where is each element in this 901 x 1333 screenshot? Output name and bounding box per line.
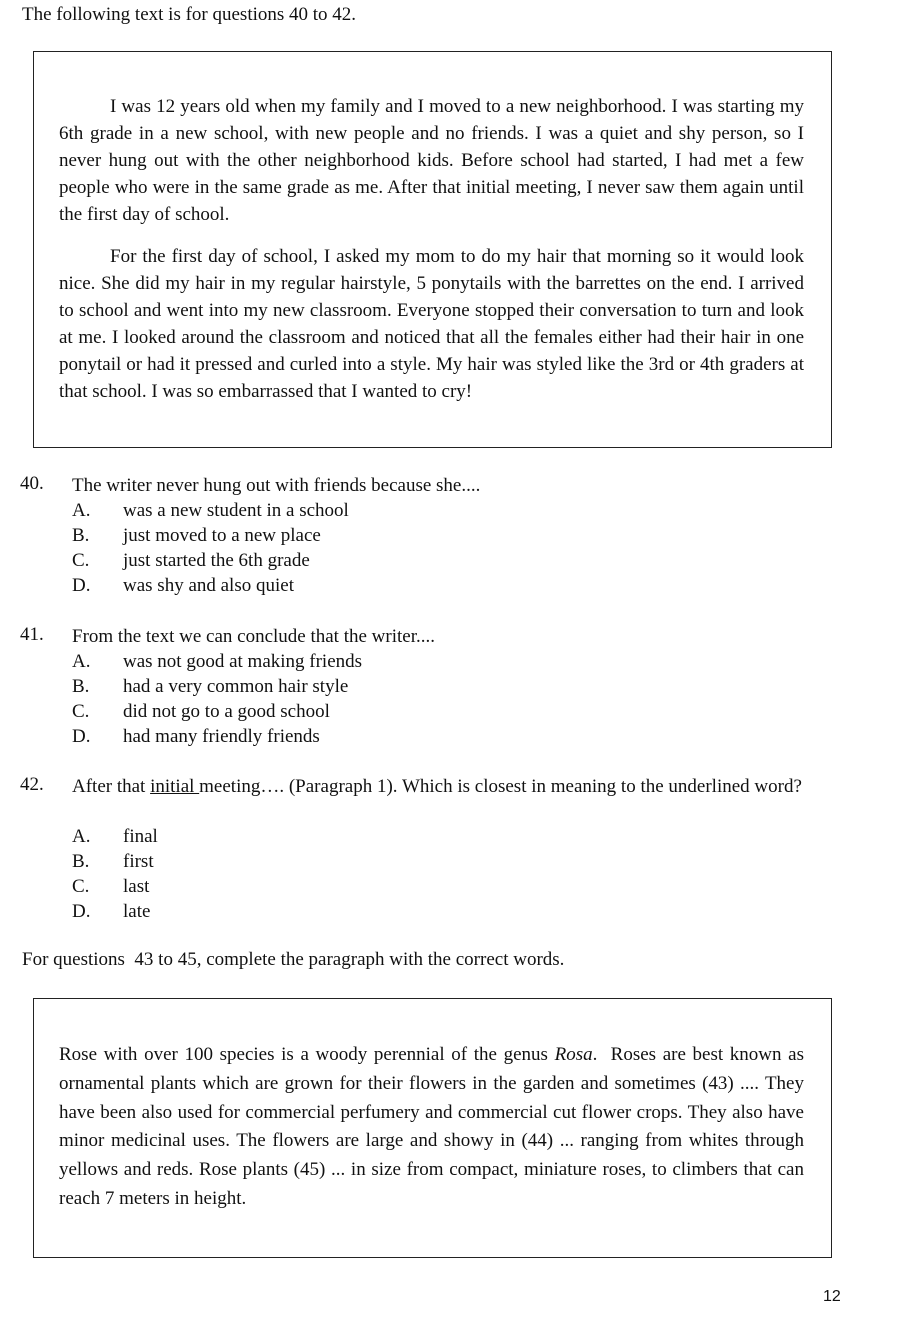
- underlined-word: initial: [150, 776, 200, 797]
- option-letter: B.: [72, 525, 90, 546]
- option-letter: A.: [72, 651, 91, 672]
- option-letter: D.: [72, 575, 91, 596]
- intro-text: The following text is for questions 40 to 42.: [22, 4, 357, 25]
- passage2-paragraph: [59, 1041, 809, 1214]
- option-letter: D.: [72, 901, 91, 922]
- passage1-paragraph-2: For the first day of school, I asked my mom to do my hair that morning so it would look nice. She did my hair in my regular hairstyle, 5 ponytails with the barrettes on the end. I arrived to school and went into my new classroom. Everyone stopped their conversation to turn and look at me. I looked around the classroom and noticed that all the females either had their hair in one ponytail or had it pressed and curled into a style. My hair was styled like the 3rd or 4th graders at that school. I was so embarrassed that I wanted to cry!: [59, 246, 804, 402]
- option-a[interactable]: [72, 498, 349, 523]
- option-text: last: [123, 876, 150, 897]
- question-text-after: meeting…. (Paragraph 1). Which is closest in meaning to the underlined word?: [199, 776, 802, 797]
- option-letter: A.: [72, 500, 91, 521]
- option-text: was not good at making friends: [123, 651, 363, 672]
- question-number: 42.: [20, 774, 44, 795]
- option-text: just started the 6th grade: [123, 550, 310, 571]
- passage1-paragraph-1: I was 12 years old when my family and I moved to a new neighborhood. I was starting my 6th grade in a new school, with new people and no friends. I was a quiet and shy person, so I never hung out with the other neighborhood kids. Before school had started, I had met a few people who were in the same grade as me. After that initial meeting, I never saw them again until the first day of school.: [59, 96, 804, 225]
- option-text: was shy and also quiet: [123, 575, 294, 596]
- option-c[interactable]: [72, 548, 310, 573]
- option-letter: D.: [72, 726, 91, 747]
- option-letter: B.: [72, 676, 90, 697]
- genus-name: Rosa: [554, 1044, 593, 1065]
- option-d[interactable]: [72, 724, 320, 749]
- passage2-text-start: Rose with over 100 species is a woody perennial of the genus: [59, 1044, 555, 1065]
- option-letter: C.: [72, 876, 90, 897]
- option-b[interactable]: [72, 523, 321, 548]
- page-number: 12: [823, 1288, 841, 1305]
- option-text: just moved to a new place: [123, 525, 321, 546]
- passage2-text-rest: . Roses are best known as ornamental plants which are grown for their flowers in the garden and sometimes (43) .... They have been also used for commercial perfumery and commercial cut flower crops. They also have minor medicinal uses. The flowers are large and showy in (44) ... ranging from whites through yellows and reds. Rose plants (45) ... in size from compact, miniature roses, to climbers that can reach 7 meters in height.: [59, 1044, 809, 1209]
- option-text: was a new student in a school: [123, 500, 349, 521]
- option-b[interactable]: [72, 674, 348, 699]
- option-b[interactable]: [72, 849, 154, 874]
- question-text: From the text we can conclude that the writer....: [72, 626, 435, 647]
- option-c[interactable]: [72, 874, 149, 899]
- question-text: [72, 774, 845, 799]
- option-a[interactable]: [72, 649, 362, 674]
- option-d[interactable]: [72, 899, 150, 924]
- option-letter: C.: [72, 550, 90, 571]
- option-text: first: [123, 851, 154, 872]
- option-d[interactable]: [72, 573, 294, 598]
- option-text: had a very common hair style: [123, 676, 349, 697]
- option-letter: C.: [72, 701, 90, 722]
- option-c[interactable]: [72, 699, 330, 724]
- option-text: final: [123, 826, 158, 847]
- question-number: 40.: [20, 473, 44, 494]
- section-instruction: For questions 43 to 45, complete the paragraph with the correct words.: [22, 949, 565, 970]
- option-text: late: [123, 901, 151, 922]
- question-text: The writer never hung out with friends because she....: [72, 475, 481, 496]
- question-text-before: After that: [72, 776, 151, 797]
- option-a[interactable]: [72, 824, 158, 849]
- option-letter: B.: [72, 851, 90, 872]
- question-number: 41.: [20, 624, 44, 645]
- option-text: did not go to a good school: [123, 701, 330, 722]
- option-letter: A.: [72, 826, 91, 847]
- option-text: had many friendly friends: [123, 726, 320, 747]
